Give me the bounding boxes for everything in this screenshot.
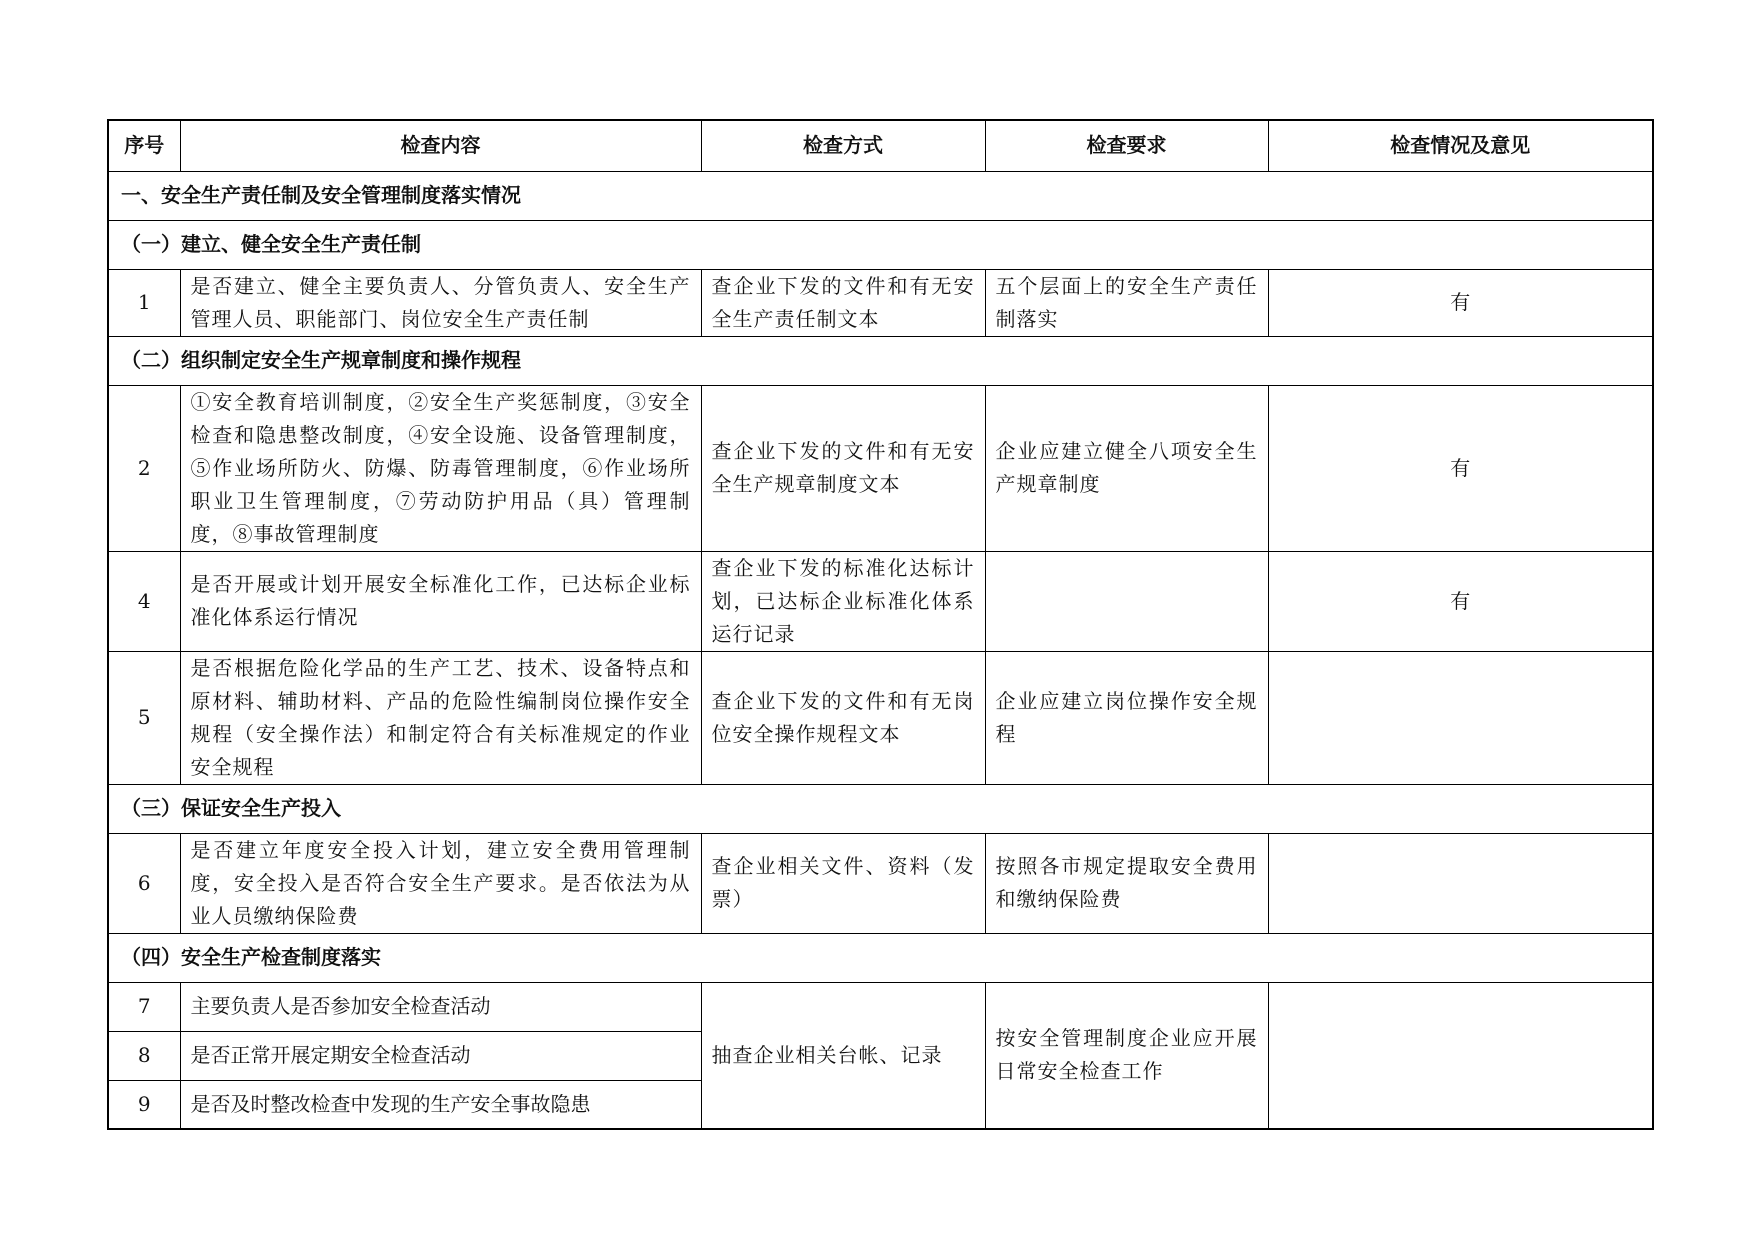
row-method: 查企业下发的文件和有无安全生产责任制文本 — [701, 269, 985, 336]
row-content: ①安全教育培训制度，②安全生产奖惩制度，③安全检查和隐患整改制度，④安全设施、设备管理制度，⑤作业场所防火、防爆、防毒管理制度，⑥作业场所职业卫生管理制度，⑦劳动防护用品（具）管理制度，⑧事故管理制度 — [180, 385, 701, 551]
header-result: 检查情况及意见 — [1268, 120, 1653, 171]
row-content: 是否根据危险化学品的生产工艺、技术、设备特点和原材料、辅助材料、产品的危险性编制岗位操作安全规程（安全操作法）和制定符合有关标准规定的作业安全规程 — [180, 651, 701, 784]
row-method: 抽查企业相关台帐、记录 — [701, 982, 985, 1129]
header-serial: 序号 — [108, 120, 180, 171]
row-content: 是否建立、健全主要负责人、分管负责人、安全生产管理人员、职能部门、岗位安全生产责任制 — [180, 269, 701, 336]
row-serial: 1 — [108, 269, 180, 336]
row-content: 是否开展或计划开展安全标准化工作，已达标企业标准化体系运行情况 — [180, 551, 701, 651]
section-title: （一）建立、健全安全生产责任制 — [108, 220, 1653, 269]
table-header-row — [108, 120, 1653, 171]
header-content: 检查内容 — [180, 120, 701, 171]
table-row — [108, 651, 1653, 784]
row-method: 查企业下发的标准化达标计划，已达标企业标准化体系运行记录 — [701, 551, 985, 651]
section-title: （四）安全生产检查制度落实 — [108, 933, 1653, 982]
row-requirement: 企业应建立岗位操作安全规程 — [985, 651, 1268, 784]
row-method: 查企业下发的文件和有无安全生产规章制度文本 — [701, 385, 985, 551]
row-method: 查企业下发的文件和有无岗位安全操作规程文本 — [701, 651, 985, 784]
row-result: 有 — [1268, 269, 1653, 336]
row-content: 是否建立年度安全投入计划，建立安全费用管理制度，安全投入是否符合安全生产要求。是否依法为从业人员缴纳保险费 — [180, 833, 701, 933]
section-row — [108, 336, 1653, 385]
section-row — [108, 784, 1653, 833]
section-title: （二）组织制定安全生产规章制度和操作规程 — [108, 336, 1653, 385]
row-serial: 9 — [108, 1080, 180, 1129]
row-serial: 5 — [108, 651, 180, 784]
row-result: 有 — [1268, 385, 1653, 551]
row-serial: 7 — [108, 982, 180, 1031]
table-row — [108, 551, 1653, 651]
row-requirement: 按安全管理制度企业应开展日常安全检查工作 — [985, 982, 1268, 1129]
section-row — [108, 171, 1653, 220]
header-method: 检查方式 — [701, 120, 985, 171]
table-row — [108, 385, 1653, 551]
row-serial: 8 — [108, 1031, 180, 1080]
row-content: 是否及时整改检查中发现的生产安全事故隐患 — [180, 1080, 701, 1129]
row-requirement: 按照各市规定提取安全费用和缴纳保险费 — [985, 833, 1268, 933]
row-method: 查企业相关文件、资料（发票） — [701, 833, 985, 933]
table-row — [108, 269, 1653, 336]
row-serial: 4 — [108, 551, 180, 651]
row-result — [1268, 651, 1653, 784]
row-serial: 2 — [108, 385, 180, 551]
table-row — [108, 833, 1653, 933]
row-content: 是否正常开展定期安全检查活动 — [180, 1031, 701, 1080]
row-serial: 6 — [108, 833, 180, 933]
section-title: （三）保证安全生产投入 — [108, 784, 1653, 833]
inspection-table — [107, 119, 1654, 1130]
row-requirement — [985, 551, 1268, 651]
section-row — [108, 933, 1653, 982]
header-requirement: 检查要求 — [985, 120, 1268, 171]
row-result — [1268, 833, 1653, 933]
row-requirement: 企业应建立健全八项安全生产规章制度 — [985, 385, 1268, 551]
row-requirement: 五个层面上的安全生产责任制落实 — [985, 269, 1268, 336]
table-row — [108, 982, 1653, 1031]
section-row — [108, 220, 1653, 269]
row-result: 有 — [1268, 551, 1653, 651]
row-result — [1268, 982, 1653, 1129]
section-title: 一、安全生产责任制及安全管理制度落实情况 — [108, 171, 1653, 220]
row-content: 主要负责人是否参加安全检查活动 — [180, 982, 701, 1031]
